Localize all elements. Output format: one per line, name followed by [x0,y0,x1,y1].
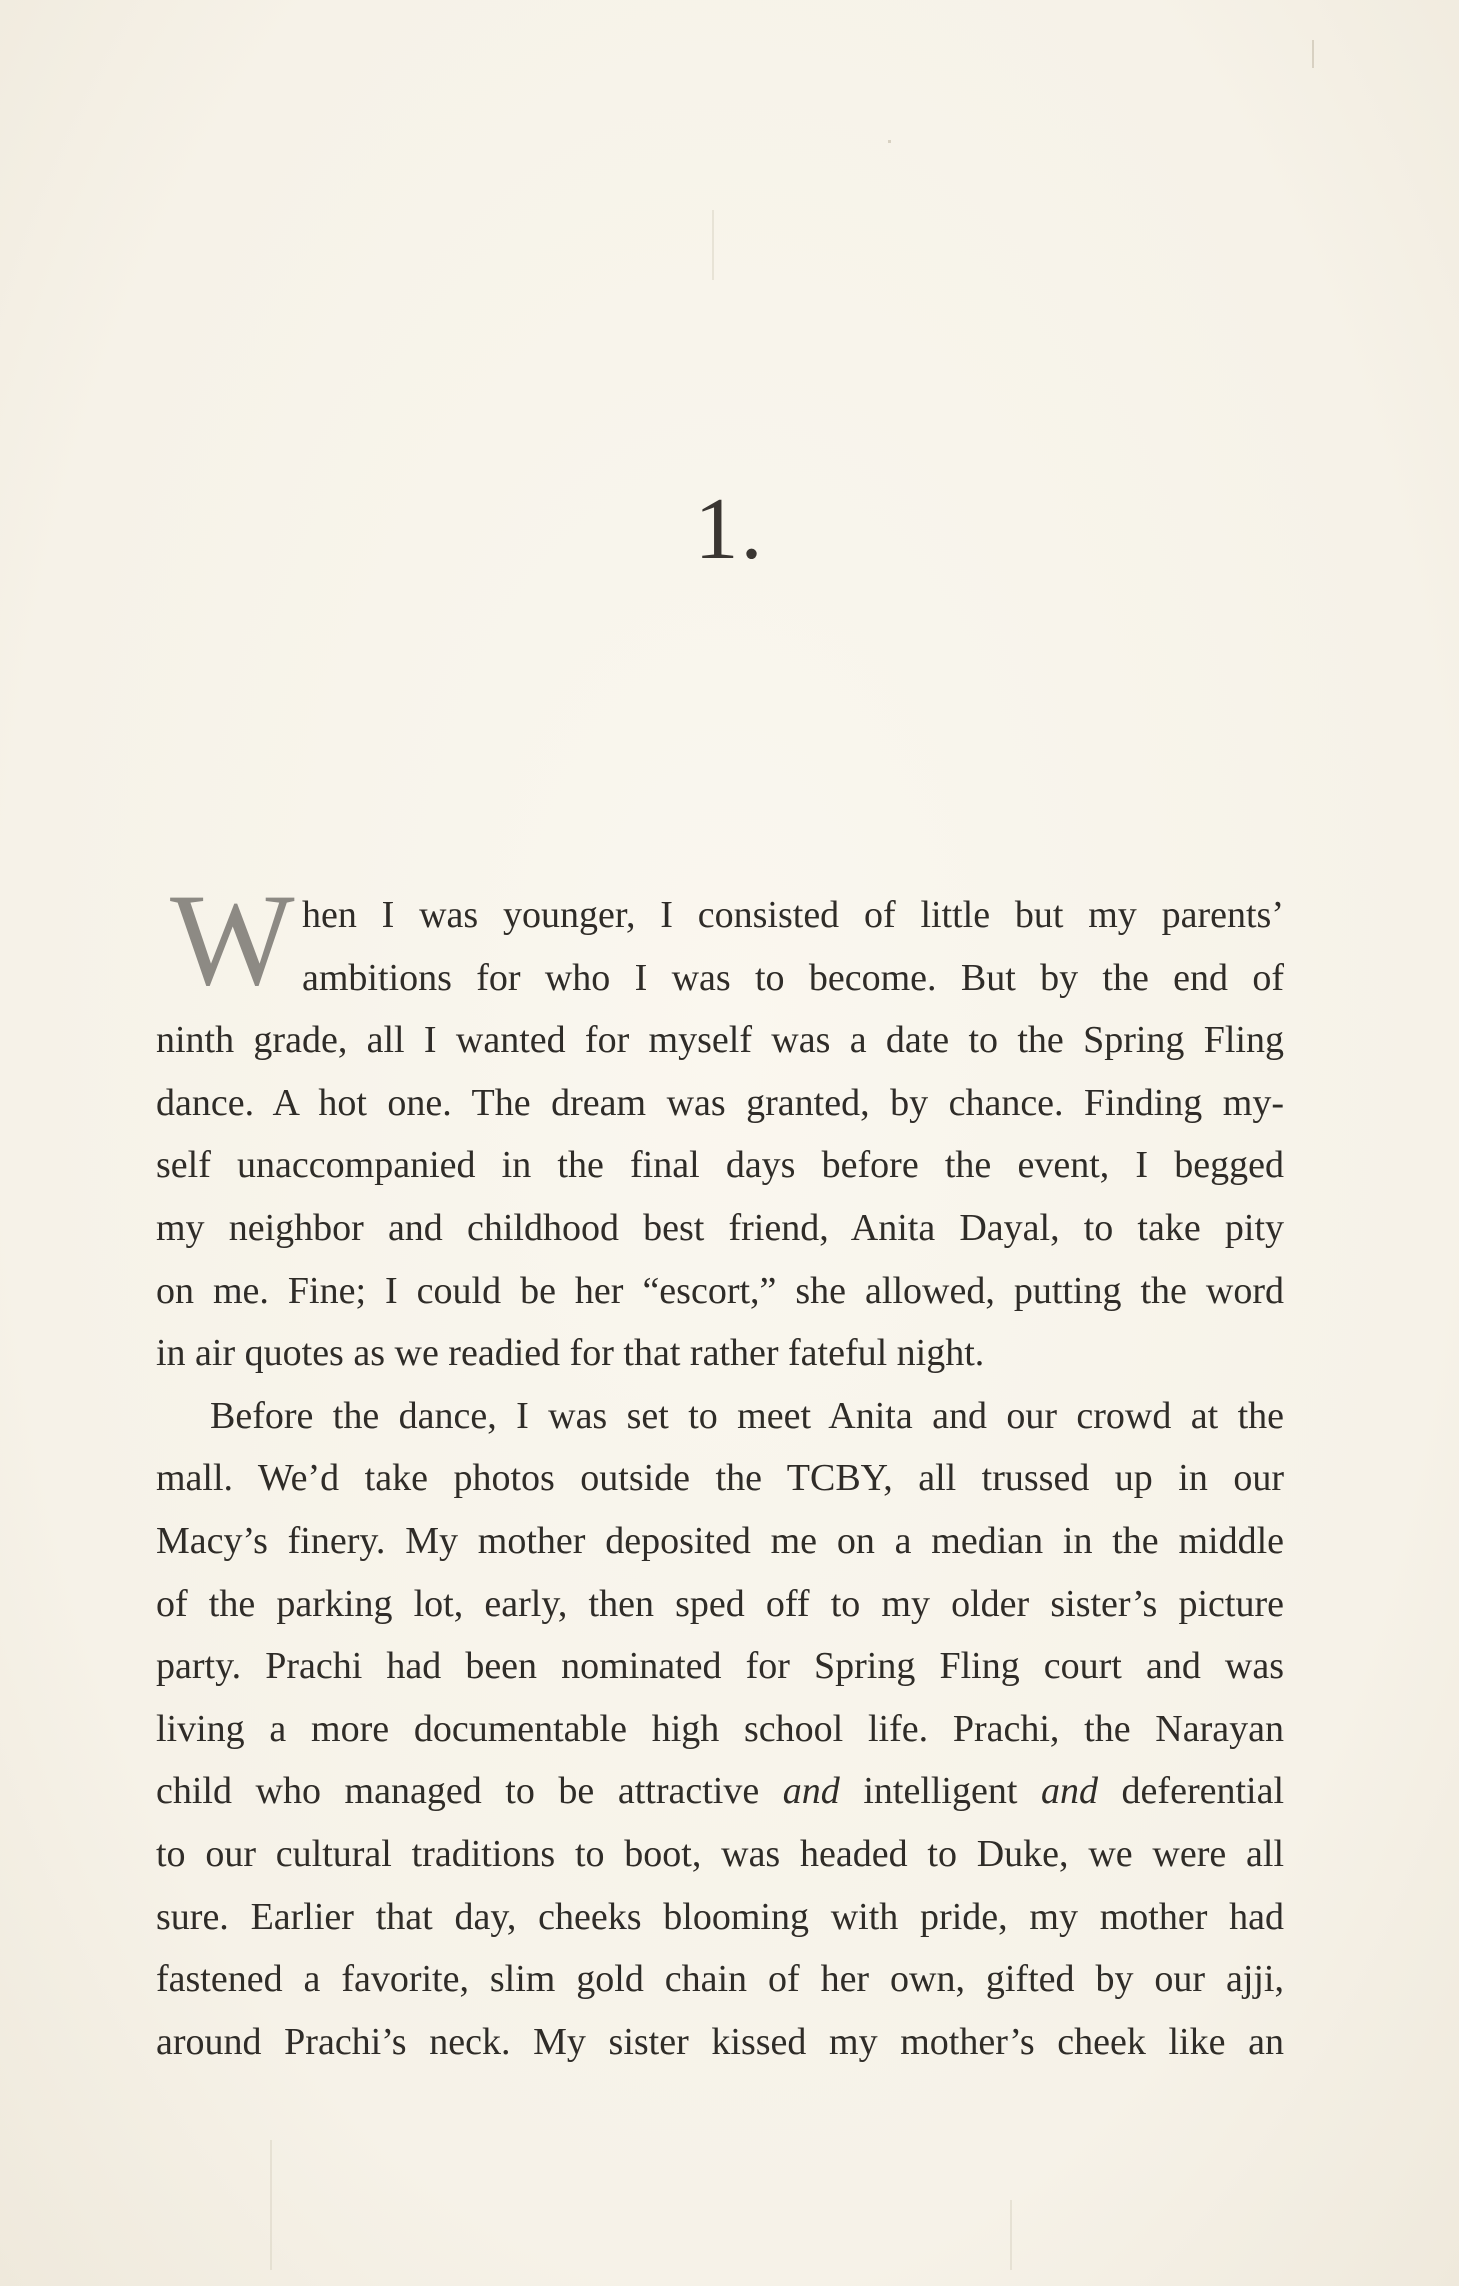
paragraph-2 [156,1385,1284,2074]
paper-speck [270,2140,272,2270]
text-segment: intelligent [839,1770,1041,1813]
text-line: dance. A hot one. The dream was granted, by chance. Finding my- [156,1081,1284,1124]
text-line: ambitions for who I was to become. But by the end of [302,956,1284,999]
paper-speck [712,210,714,280]
text-line: living a more documentable high school life. Prachi, the Narayan [156,1707,1284,1750]
text-line: my neighbor and childhood best friend, Anita Dayal, to take pity [156,1206,1284,1249]
text-line: around Prachi’s neck. My sister kissed my mother’s cheek like an [156,2020,1284,2063]
body-text [156,884,1284,2073]
text-line: hen I was younger, I consisted of little but my parents’ [302,894,1284,936]
text-line-with-emphasis [156,1760,1284,1823]
text-segment: child who managed to be attractive [156,1770,783,1813]
emphasis-text: and [1040,1770,1098,1813]
text-line: self unaccompanied in the final days before the event, I begged [156,1144,1284,1187]
text-line: fastened a favorite, slim gold chain of her own, gifted by our ajji, [156,1958,1284,2001]
paragraph-1 [156,1009,1284,1385]
paragraph-1-opening [156,884,1284,1009]
text-line: in air quotes as we readied for that rather fateful night. [156,1332,985,1375]
text-line: ninth grade, all I wanted for myself was a date to the Spring Fling [156,1019,1284,1062]
chapter-number: 1. [694,481,765,578]
text-line: of the parking lot, early, then sped off to my older sister’s picture [156,1582,1284,1625]
text-line: party. Prachi had been nominated for Spring Fling court and was [156,1645,1284,1688]
text-line: to our cultural traditions to boot, was headed to Duke, we were all [156,1832,1284,1875]
paper-speck [1010,2200,1012,2270]
paper-speck [888,140,891,143]
emphasis-text: and [782,1770,840,1813]
text-line: Before the dance, I was set to meet Anita and our crowd at the [210,1394,1284,1437]
text-line: sure. Earlier that day, cheeks blooming with pride, my mother had [156,1895,1284,1938]
text-line: on me. Fine; I could be her “escort,” she allowed, putting the word [156,1269,1284,1312]
text-line: mall. We’d take photos outside the TCBY, all trussed up in our [156,1457,1284,1500]
paper-speck [1312,40,1314,68]
drop-cap-letter: W [170,866,295,1013]
text-line: Macy’s finery. My mother deposited me on a median in the middle [156,1519,1284,1562]
text-segment: deferential [1097,1770,1284,1813]
